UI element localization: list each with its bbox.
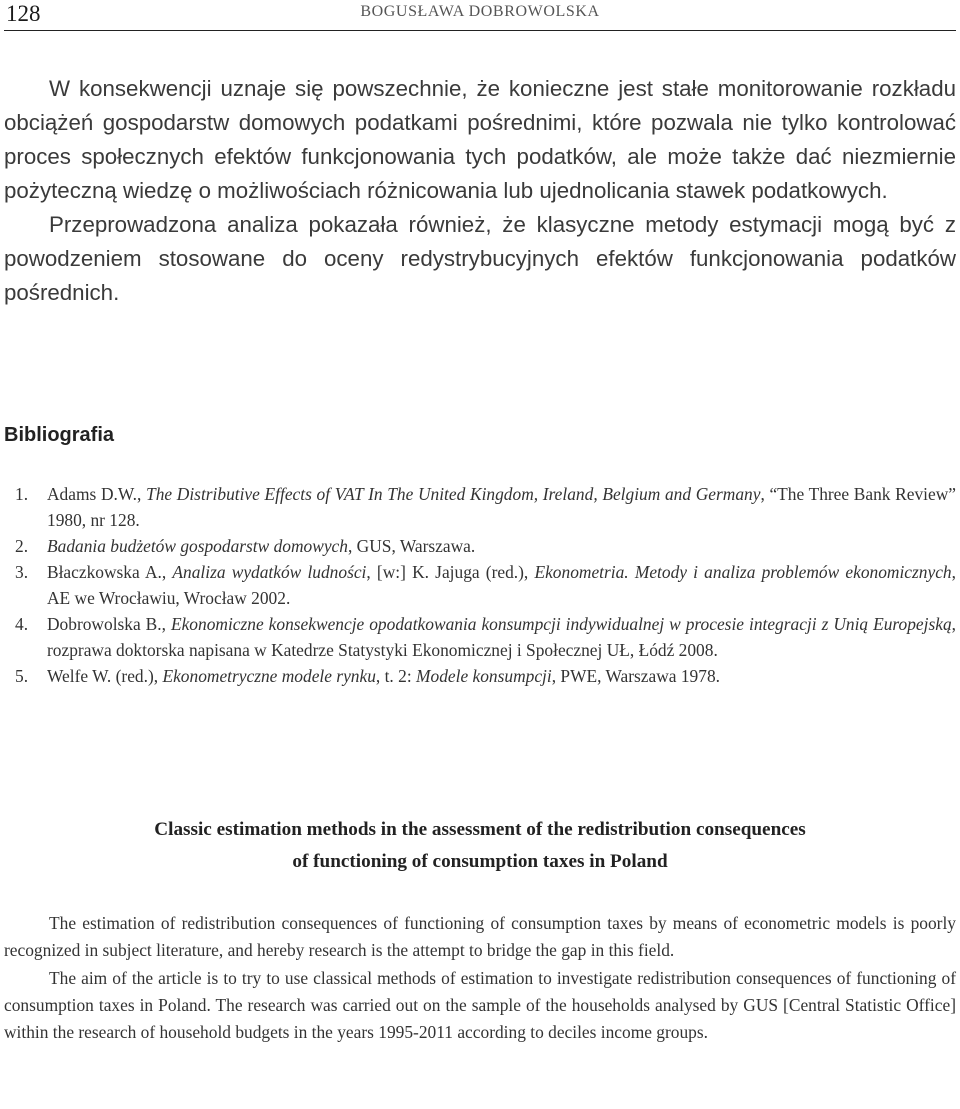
item-author: Dobrowolska B., (47, 614, 171, 634)
bibliography-item (4, 559, 956, 611)
conclusion-section (4, 72, 956, 310)
item-details: , rozprawa doktorska napisana w Katedrze Statystyki Ekonomicznej i Społecznej UŁ, Łódź 2008. (47, 614, 957, 660)
item-details: , AE we Wrocławiu, Wrocław 2002. (47, 562, 956, 608)
item-volume-title: Modele konsumpcji (416, 666, 552, 686)
conclusion-paragraph: Przeprowadzona analiza pokazała również, że klasyczne metody estymacji mogą być z powodzeniem stosowane do oceny redystrybucyjnych efektów funkcjonowania podatków pośrednich. (4, 212, 956, 305)
item-number: 4. (15, 614, 29, 634)
item-number: 2. (15, 536, 29, 556)
bibliography-list (4, 481, 956, 689)
bibliography-heading: Bibliografia (4, 424, 115, 446)
item-title: Badania budżetów gospodarstw domowych (47, 536, 348, 556)
bibliography-item (4, 611, 956, 663)
bibliography-item (4, 533, 956, 559)
item-collection-title: Ekonometria. Metody i analiza problemów ekonomicznych (534, 562, 952, 582)
abstract-paragraph: The aim of the article is to try to use classical methods of estimation to investigate redistribution consequences of functioning of consumption taxes in Poland. The research was carried out on the sample of the households analysed by GUS [Central Statistic Office] within the research of household budgets in the years 1995-2011 according to deciles income groups. (4, 967, 956, 1043)
item-number: 5. (15, 666, 29, 686)
item-details: , GUS, Warszawa. (347, 536, 476, 556)
running-head: BOGUSŁAWA DOBROWOLSKA (360, 3, 600, 20)
item-number: 3. (15, 562, 29, 582)
item-volume: , t. 2: (375, 666, 417, 686)
item-author: Adams D.W., (47, 484, 147, 504)
item-title: Ekonomiczne konsekwencje opodatkowania konsumpcji indywidualnej w procesie integracji z Unią Europejską (170, 614, 952, 634)
abstract-paragraph: The estimation of redistribution consequences of functioning of consumption taxes by means of econometric models is poorly recognized in subject literature, and hereby research is the attempt to bridge the gap in this field. (4, 913, 956, 961)
conclusion-paragraph: W konsekwencji uznaje się powszechnie, że konieczne jest stałe monitorowanie rozkładu obciążeń gospodarstw domowych podatkami pośrednimi, które pozwala nie tylko kontrolować proces społecznych efektów funkcjonowania tych podatków, ale może także dać niezmiernie pożyteczną wiedzę o możliwościach różnicowania lub ujednolicania stawek podatkowych. (4, 76, 956, 203)
english-title (4, 814, 956, 878)
item-author: Welfe W. (red.), (47, 666, 163, 686)
english-title-line: of functioning of consumption taxes in Poland (292, 851, 668, 872)
english-abstract (4, 910, 956, 1046)
item-editor: , [w:] K. Jajuga (red.), (366, 562, 535, 582)
bibliography-item (4, 481, 956, 533)
item-title: The Distributive Effects of VAT In The United Kingdom, Ireland, Belgium and Germany (146, 484, 761, 504)
bibliography-item (4, 663, 956, 689)
item-number: 1. (15, 484, 29, 504)
item-details: , “The Three Bank Review” 1980, nr 128. (47, 484, 957, 530)
item-title: Analiza wydatków ludności (172, 562, 367, 582)
page-header (4, 0, 956, 31)
item-details: , PWE, Warszawa 1978. (551, 666, 720, 686)
english-title-line: Classic estimation methods in the assessment of the redistribution consequences (154, 819, 806, 840)
page-number: 128 (6, 1, 41, 26)
item-author: Błaczkowska A., (47, 562, 173, 582)
item-title: Ekonometryczne modele rynku (162, 666, 376, 686)
